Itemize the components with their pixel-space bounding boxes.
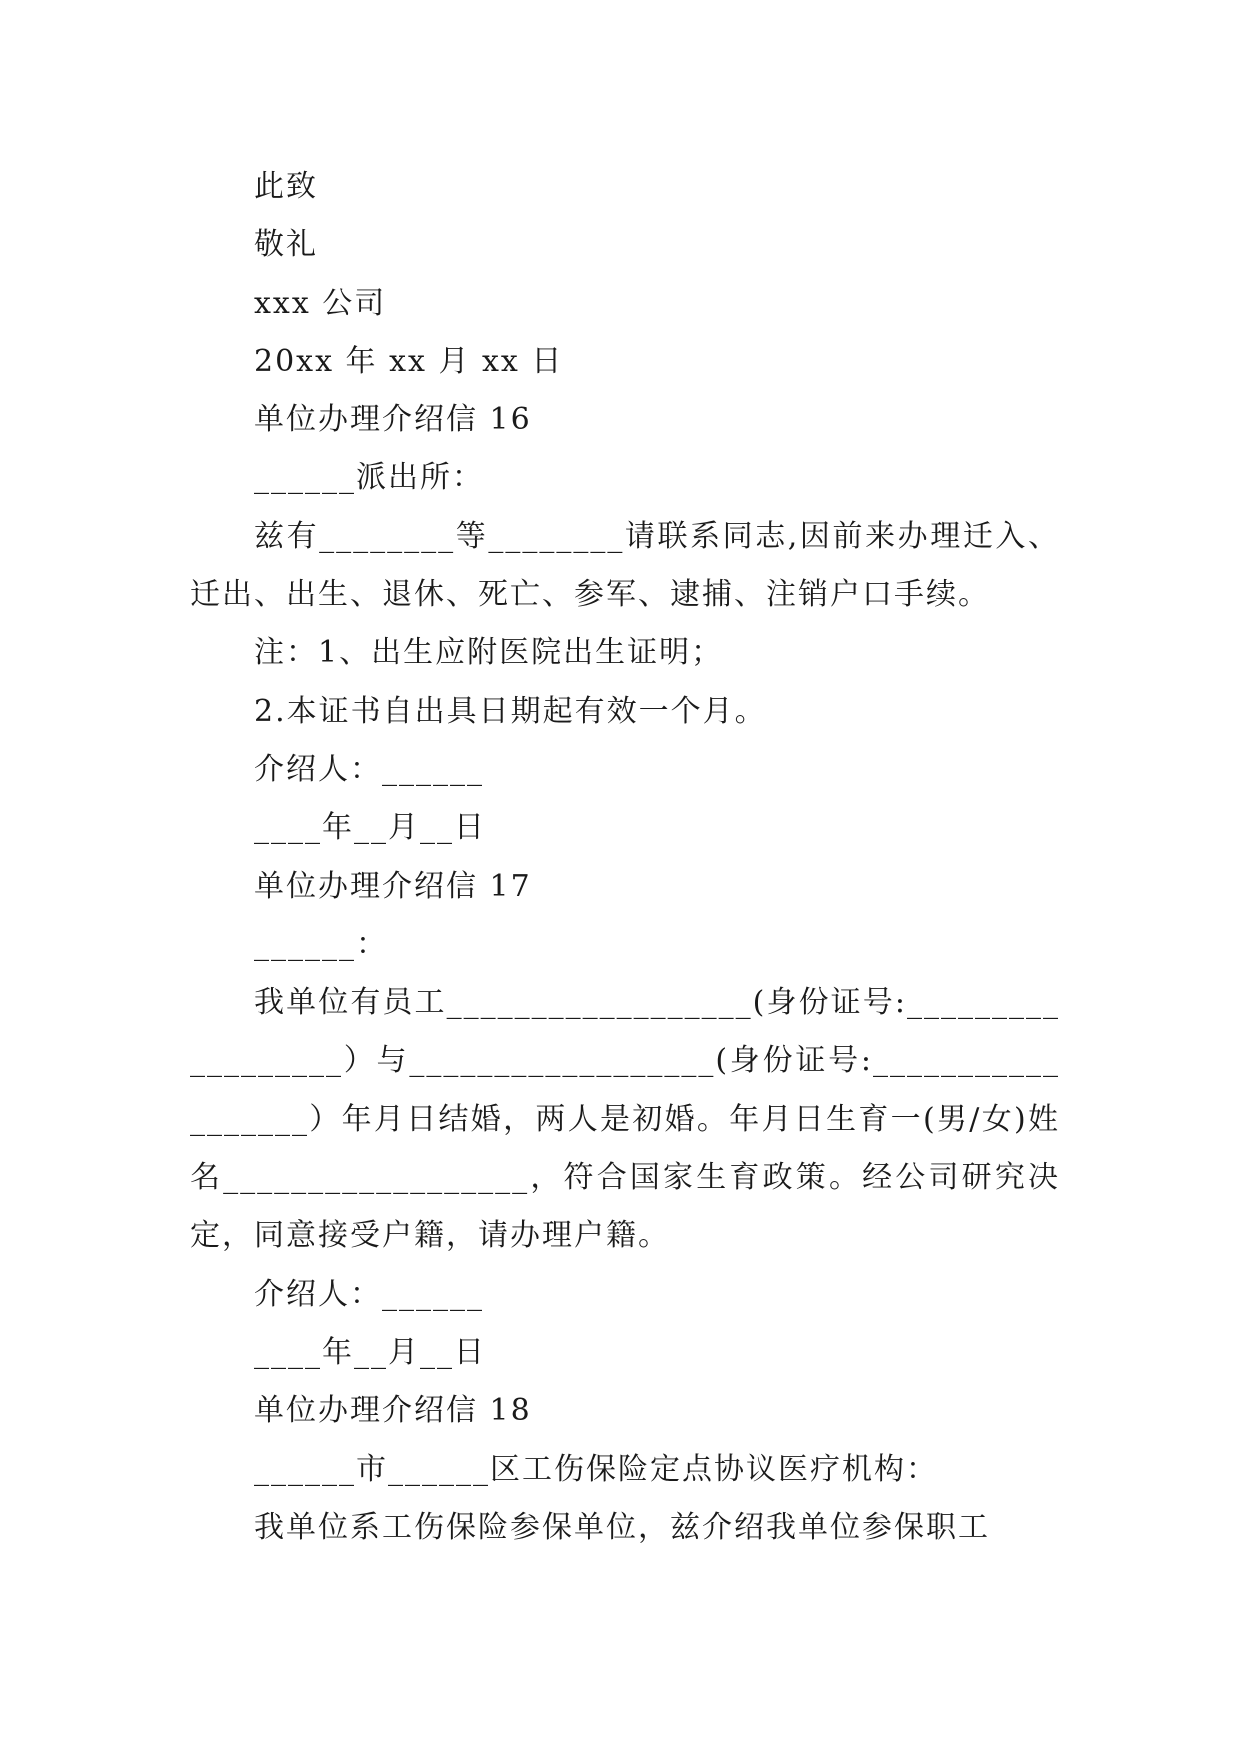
note-line: 2.本证书自出具日期起有效一个月。	[254, 693, 767, 729]
section-heading-17: 单位办理介绍信 17	[254, 868, 532, 904]
salutation-line: 敬礼	[254, 227, 318, 263]
section-heading-18: 单位办理介绍信 18	[254, 1393, 532, 1429]
date-line: 20xx 年 xx 月 xx 日	[254, 343, 564, 379]
document-body	[190, 158, 1060, 1557]
introducer-line: 介绍人：______	[254, 1276, 484, 1312]
paragraph: 我单位系工伤保险参保单位，兹介绍我单位参保职工	[254, 1509, 990, 1545]
addressee-line: ______市______区工伤保险定点协议医疗机构：	[254, 1451, 938, 1487]
company-signature: xxx 公司	[254, 285, 387, 321]
paragraph: 我单位有员工__________________(身份证号:__________________）与__________________(身份证号:__________________）年月日结婚，两人是初婚。年月日生育一(男/女)姓名__________________，符合国家生育政策。经公司研究决定，同意接受户籍，请办理户籍。	[190, 985, 1060, 1254]
paragraph: 兹有________等________请联系同志,因前来办理迁入、迁出、出生、退休、死亡、参军、逮捕、注销户口手续。	[190, 518, 1060, 613]
closing-line: 此致	[254, 169, 318, 204]
note-line: 注：1、出生应附医院出生证明；	[254, 635, 724, 671]
date-blank-line: ____年__月__日	[254, 1334, 486, 1370]
section-heading-16: 单位办理介绍信 16	[254, 402, 532, 438]
introducer-line: 介绍人：______	[254, 751, 484, 787]
addressee-line: ______：	[254, 926, 388, 962]
date-blank-line: ____年__月__日	[254, 810, 486, 846]
addressee-line: ______派出所：	[254, 460, 484, 496]
